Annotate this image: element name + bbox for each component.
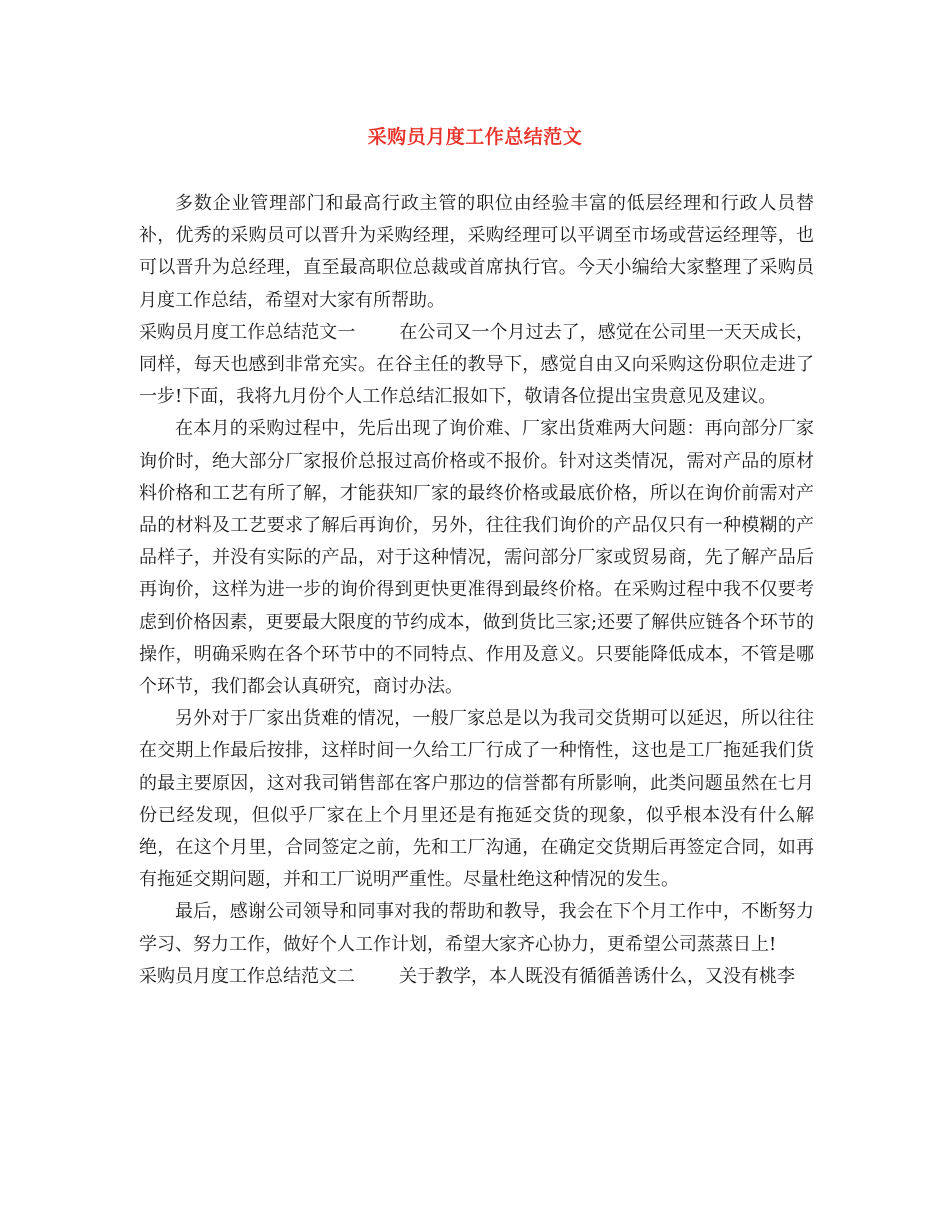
section-two-text: 关于教学，本人既没有循循善诱什么，又没有桃李 <box>399 965 795 987</box>
paragraph-intro: 多数企业管理部门和最高行政主管的职位由经验丰富的低层经理和行政人员替补，优秀的采购员可以晋升为采购经理，采购经理可以平调至市场或营运经理等，也可以晋升为总经理，直至最高职位总裁或首席执行官。今天小编给大家整理了采购员月度工作总结，希望对大家有所帮助。 <box>139 193 814 311</box>
paragraph-delivery-issues: 另外对于厂家出货难的情况，一般厂家总是以为我司交货期可以延迟，所以往往在交期上作最后按排，这样时间一久给工厂行成了一种惰性，这也是工厂拖延我们货的最主要原因，这对我司销售部在客户那边的信誉都有所影响，此类问题虽然在七月份已经发现，但似乎厂家在上个月里还是有拖延交货的现象，似乎根本没有什么解绝，在这个月里，合同签定之前，先和工厂沟通，在确定交货期后再签定合同，如再有拖延交期问题，并和工厂说明严重性。尽量杜绝这种情况的发生。 <box>139 708 814 891</box>
section-one-heading: 采购员月度工作总结范文一 <box>139 321 356 343</box>
paragraph-purchasing-issues: 在本月的采购过程中，先后出现了询价难、厂家出货难两大问题：再向部分厂家询价时，绝大部分厂家报价总报过高价格或不报价。针对这类情况，需对产品的原材料价格和工艺有所了解，才能获知厂家的最终价格或最底价格，所以在询价前需对产品的材料及工艺要求了解后再询价，另外，往往我们询价的产品仅只有一种模糊的产品样子，并没有实际的产品，对于这种情况，需问部分厂家或贸易商，先了解产品后再询价，这样为进一步的询价得到更快更准得到最终价格。在采购过程中我不仅要考虑到价格因素，更要最大限度的节约成本，做到货比三家;还要了解供应链各个环节的操作，明确采购在各个环节中的不同特点、作用及意义。只要能降低成本，不管是哪个环节，我们都会认真研究，商讨办法。 <box>139 418 814 698</box>
document-title: 采购员月度工作总结范文 <box>367 126 583 148</box>
section-one <box>139 317 814 414</box>
section-two <box>139 961 814 993</box>
document-body <box>139 188 814 993</box>
paragraph-closing: 最后，感谢公司领导和同事对我的帮助和教导，我会在下个月工作中，不断努力学习、努力工作，做好个人工作计划，希望大家齐心协力，更希望公司蒸蒸日上! <box>139 901 814 955</box>
section-one-text: 在公司又一个月过去了，感觉在公司里一天天成长，同样，每天也感到非常充实。在谷主任的教导下，感觉自由又向采购这份职位走进了一步!下面，我将九月份个人工作总结汇报如下，敬请各位提出宝贵意见及建议。 <box>139 321 815 408</box>
section-two-heading: 采购员月度工作总结范文二 <box>139 965 355 987</box>
